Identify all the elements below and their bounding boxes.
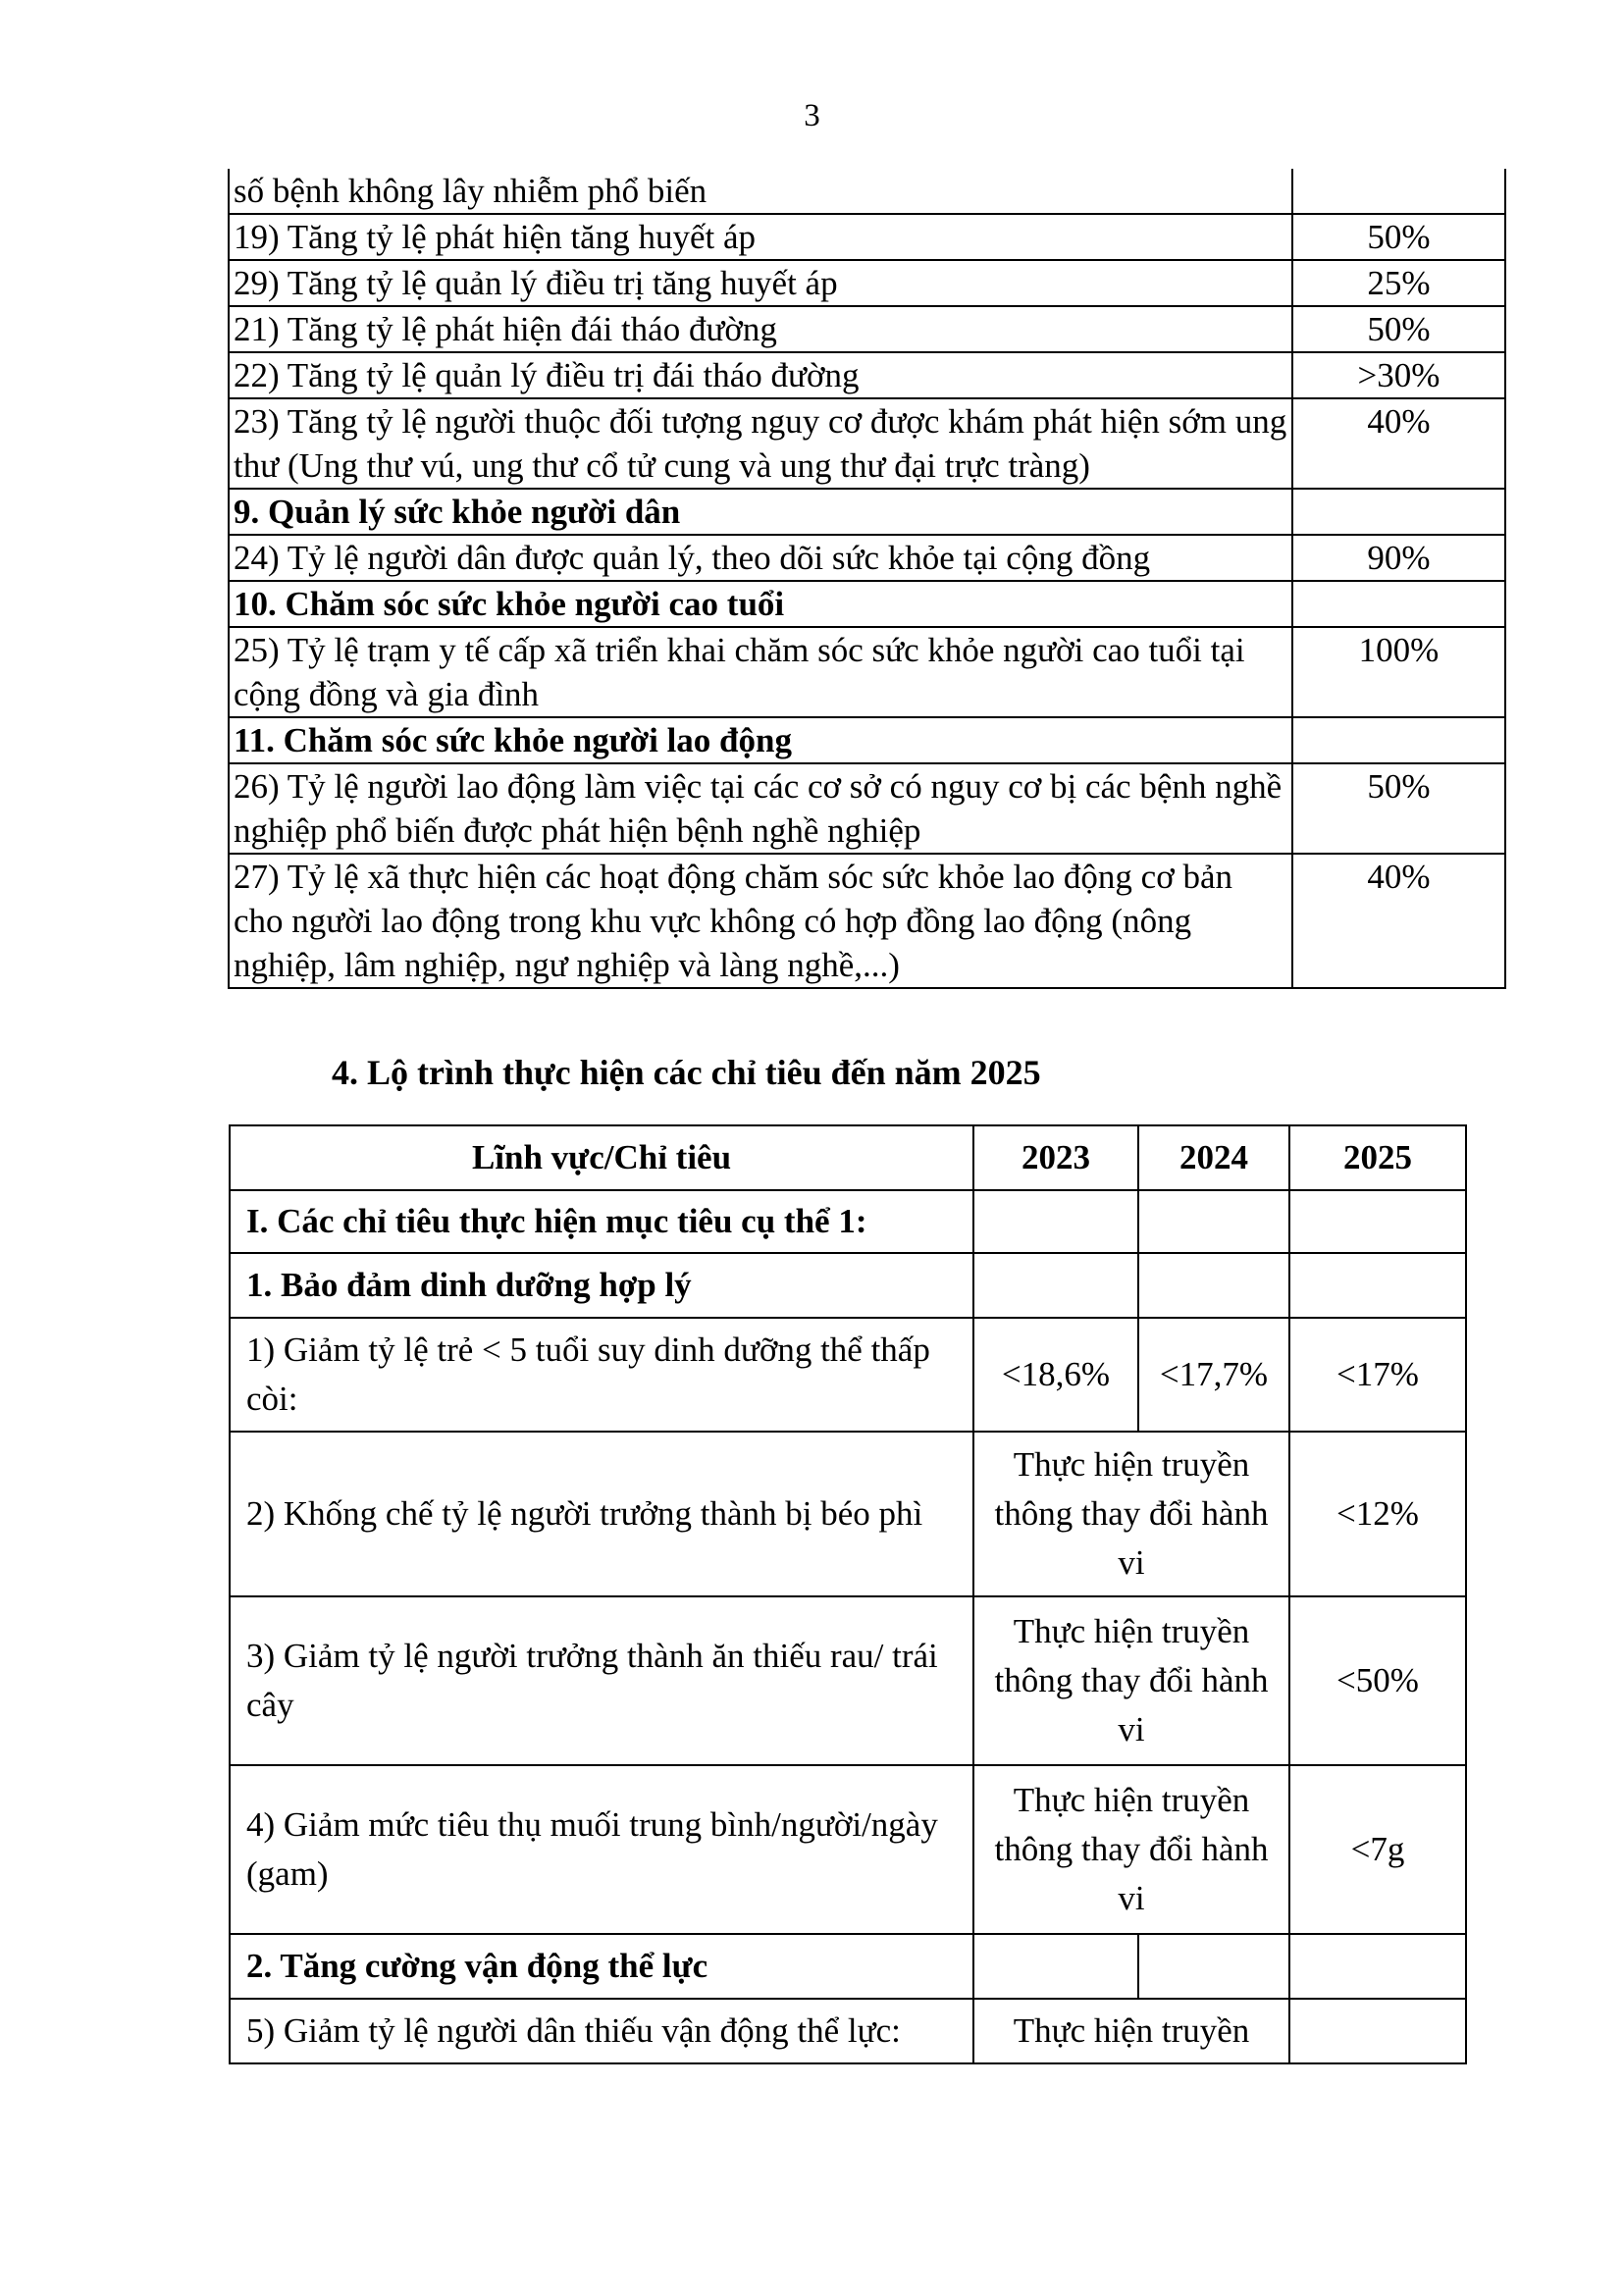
merged-value: Thực hiện truyền bbox=[973, 1999, 1289, 2063]
value-2023: <18,6% bbox=[973, 1318, 1138, 1432]
value-2025: <7g bbox=[1289, 1765, 1466, 1934]
empty-cell bbox=[1289, 1253, 1466, 1318]
value-2025 bbox=[1289, 1999, 1466, 2063]
row-text: 26) Tỷ lệ người lao động làm việc tại các cơ sở có nguy cơ bị các bệnh nghề nghiệp phổ biến được phát hiện bệnh nghề nghiệp bbox=[229, 763, 1292, 854]
row-value: 100% bbox=[1292, 627, 1505, 717]
value-2025: <50% bbox=[1289, 1596, 1466, 1765]
indicator-label: 4) Giảm mức tiêu thụ muối trung bình/người/ngày (gam) bbox=[230, 1765, 973, 1934]
empty-cell bbox=[973, 1253, 1138, 1318]
row-value: 50% bbox=[1292, 763, 1505, 854]
row-text: 23) Tăng tỷ lệ người thuộc đối tượng nguy cơ được khám phát hiện sớm ung thư (Ung thư vú, ung thư cổ tử cung và ung thư đại trực tràng) bbox=[229, 398, 1292, 489]
subgroup-row bbox=[230, 1253, 1466, 1318]
value-2025: <12% bbox=[1289, 1432, 1466, 1596]
empty-cell bbox=[973, 1190, 1138, 1253]
table-row-section bbox=[229, 717, 1505, 763]
table-row bbox=[230, 1765, 1466, 1934]
empty-cell bbox=[1289, 1934, 1466, 1999]
subgroup-row bbox=[230, 1934, 1466, 1999]
row-value: >30% bbox=[1292, 352, 1505, 398]
row-text: 25) Tỷ lệ trạm y tế cấp xã triển khai chăm sóc sức khỏe người cao tuổi tại cộng đồng và gia đình bbox=[229, 627, 1292, 717]
row-value bbox=[1292, 581, 1505, 627]
table-row bbox=[229, 854, 1505, 988]
table-row bbox=[230, 1596, 1466, 1765]
empty-cell bbox=[1289, 1190, 1466, 1253]
row-text: 27) Tỷ lệ xã thực hiện các hoạt động chăm sóc sức khỏe lao động cơ bản cho người lao động trong khu vực không có hợp đồng lao động (nông nghiệp, lâm nghiệp, ngư nghiệp và làng nghề,...) bbox=[229, 854, 1292, 988]
table-row bbox=[229, 306, 1505, 352]
table-row bbox=[230, 1318, 1466, 1432]
row-value: 50% bbox=[1292, 306, 1505, 352]
section-label: 10. Chăm sóc sức khỏe người cao tuổi bbox=[229, 581, 1292, 627]
header-2023: 2023 bbox=[973, 1125, 1138, 1190]
empty-cell bbox=[1138, 1253, 1289, 1318]
table-row bbox=[229, 763, 1505, 854]
table-header-row bbox=[230, 1125, 1466, 1190]
header-field: Lĩnh vực/Chỉ tiêu bbox=[230, 1125, 973, 1190]
empty-cell bbox=[973, 1934, 1138, 1999]
row-text: 24) Tỷ lệ người dân được quản lý, theo dõi sức khỏe tại cộng đồng bbox=[229, 535, 1292, 581]
merged-value: Thực hiện truyền thông thay đổi hành vi bbox=[973, 1765, 1289, 1934]
page-number: 3 bbox=[804, 98, 820, 133]
table-row bbox=[229, 352, 1505, 398]
row-text: 19) Tăng tỷ lệ phát hiện tăng huyết áp bbox=[229, 214, 1292, 260]
row-value: 90% bbox=[1292, 535, 1505, 581]
subgroup-label: 1. Bảo đảm dinh dưỡng hợp lý bbox=[230, 1253, 973, 1318]
row-value bbox=[1292, 717, 1505, 763]
value-2024: <17,7% bbox=[1138, 1318, 1289, 1432]
row-text: số bệnh không lây nhiễm phổ biến bbox=[229, 169, 1292, 214]
indicator-label: 1) Giảm tỷ lệ trẻ < 5 tuổi suy dinh dưỡng thể thấp còi: bbox=[230, 1318, 973, 1432]
row-value bbox=[1292, 489, 1505, 535]
table-row-section bbox=[229, 581, 1505, 627]
table-row bbox=[229, 398, 1505, 489]
group-row bbox=[230, 1190, 1466, 1253]
indicator-label: 2) Khống chế tỷ lệ người trưởng thành bị béo phì bbox=[230, 1432, 973, 1596]
row-value: 50% bbox=[1292, 214, 1505, 260]
row-value: 40% bbox=[1292, 398, 1505, 489]
merged-value: Thực hiện truyền thông thay đổi hành vi bbox=[973, 1432, 1289, 1596]
table-row bbox=[229, 214, 1505, 260]
section-label: 11. Chăm sóc sức khỏe người lao động bbox=[229, 717, 1292, 763]
indicator-label: 3) Giảm tỷ lệ người trưởng thành ăn thiếu rau/ trái cây bbox=[230, 1596, 973, 1765]
table-row bbox=[229, 627, 1505, 717]
row-value bbox=[1292, 169, 1505, 214]
header-2025: 2025 bbox=[1289, 1125, 1466, 1190]
table-row bbox=[230, 1999, 1466, 2063]
table-row bbox=[230, 1432, 1466, 1596]
table-row bbox=[229, 535, 1505, 581]
section-label: 9. Quản lý sức khỏe người dân bbox=[229, 489, 1292, 535]
empty-cell bbox=[1138, 1190, 1289, 1253]
section-heading: 4. Lộ trình thực hiện các chỉ tiêu đến năm 2025 bbox=[332, 1053, 1041, 1092]
row-text: 22) Tăng tỷ lệ quản lý điều trị đái tháo đường bbox=[229, 352, 1292, 398]
targets-table-continued bbox=[228, 169, 1506, 989]
empty-cell bbox=[1138, 1934, 1289, 1999]
table-row bbox=[229, 260, 1505, 306]
merged-value: Thực hiện truyền thông thay đổi hành vi bbox=[973, 1596, 1289, 1765]
row-value: 40% bbox=[1292, 854, 1505, 988]
row-value: 25% bbox=[1292, 260, 1505, 306]
table-row-section bbox=[229, 489, 1505, 535]
indicator-label: 5) Giảm tỷ lệ người dân thiếu vận động thể lực: bbox=[230, 1999, 973, 2063]
subgroup-label: 2. Tăng cường vận động thể lực bbox=[230, 1934, 973, 1999]
roadmap-table bbox=[229, 1124, 1467, 2064]
group-label: I. Các chỉ tiêu thực hiện mục tiêu cụ thể 1: bbox=[230, 1190, 973, 1253]
row-text: 21) Tăng tỷ lệ phát hiện đái tháo đường bbox=[229, 306, 1292, 352]
row-text: 29) Tăng tỷ lệ quản lý điều trị tăng huyết áp bbox=[229, 260, 1292, 306]
value-2025: <17% bbox=[1289, 1318, 1466, 1432]
header-2024: 2024 bbox=[1138, 1125, 1289, 1190]
table-row bbox=[229, 169, 1505, 214]
